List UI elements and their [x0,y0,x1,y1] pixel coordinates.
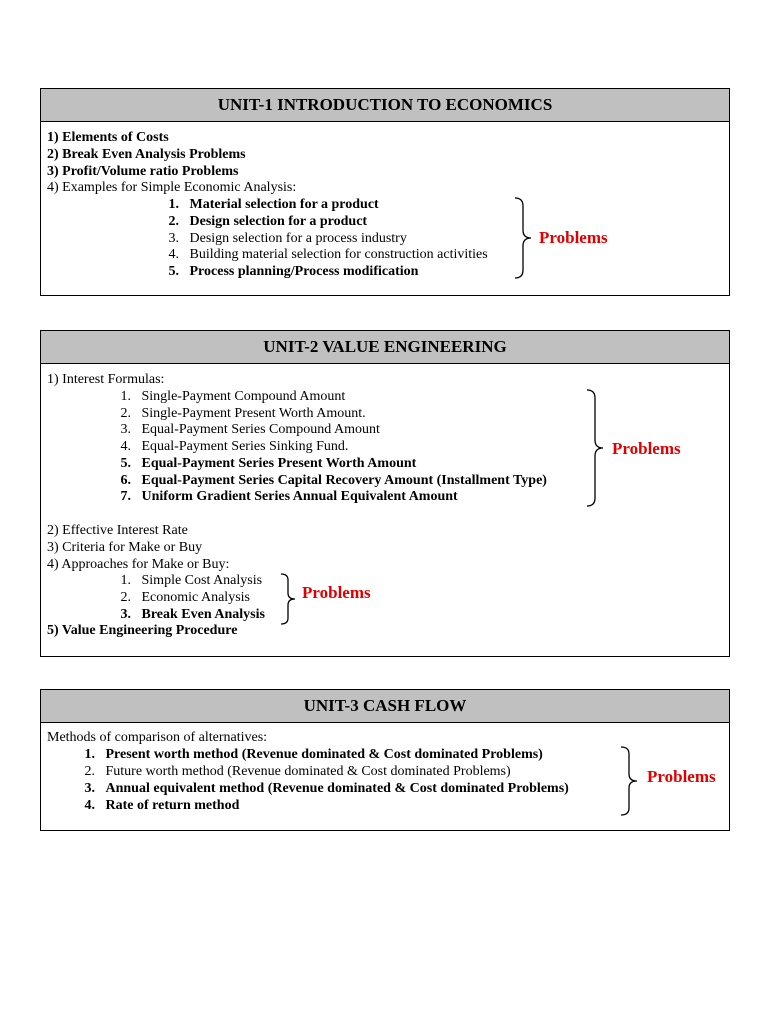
list-number: 3. [84,781,95,796]
unit-2-item: 3) Criteria for Make or Buy [47,540,203,555]
list-text: Single-Payment Compound Amount [141,389,346,404]
list-text: Present worth method (Revenue dominated & Cost dominated Problems) [105,747,543,762]
list-text: Rate of return method [105,798,240,813]
list-number: 2. [84,764,95,779]
list-text: Equal-Payment Series Capital Recovery Amount (Installment Type) [141,473,547,488]
unit-1-sub-item [165,231,407,247]
list-number: 1. [120,573,131,588]
list-number: 4. [120,439,131,454]
list-text: Single-Payment Present Worth Amount. [141,406,366,421]
list-text-suffix: (Revenue dominated & Cost dominated Problems) [227,764,511,779]
list-number: 1. [120,389,131,404]
unit-1-sub-item [165,264,418,280]
list-number: 2. [120,406,131,421]
unit-3-intro: Methods of comparison of alternatives: [47,730,268,745]
list-text: Uniform Gradient Series Annual Equivalent Amount [141,489,458,504]
unit-2-item: 4) Approaches for Make or Buy: [47,557,230,572]
list-number: 3. [120,422,131,437]
unit-2-formula [117,439,348,455]
unit-3-box [40,689,730,831]
curly-brace-icon [619,745,639,817]
unit-2-approach [117,607,265,623]
curly-brace-icon [513,196,533,280]
unit-2-formula [117,473,547,489]
curly-brace-icon [585,388,605,508]
unit-2-formula [117,422,380,438]
unit-3-method [81,764,511,780]
list-number: 7. [120,489,131,504]
unit-2-formula [117,489,458,505]
list-number: 4. [84,798,95,813]
unit-1-sub-item [165,247,488,263]
unit-2-box [40,330,730,657]
list-number: 3. [120,607,131,622]
unit-2-last-item: 5) Value Engineering Procedure [47,623,238,638]
unit-1-item: 3) Profit/Volume ratio Problems [47,164,239,179]
list-number: 1. [168,197,179,212]
unit-1-item: 2) Break Even Analysis Problems [47,147,246,162]
unit-1-sub-item [165,214,367,230]
problems-label: Problems [647,767,716,786]
problems-label: Problems [539,228,608,247]
unit-2-formula [117,456,416,472]
list-number: 5. [120,456,131,471]
list-text: Process planning/Process modification [189,264,419,279]
unit-1-sub-item [165,197,379,213]
list-text: Future worth method [105,764,224,779]
problems-label: Problems [612,439,681,458]
list-number: 2. [168,214,179,229]
list-text: Design selection for a product [189,214,368,229]
list-text: Annual equivalent method (Revenue dominated & Cost dominated Problems) [105,781,569,796]
unit-3-method [81,798,239,814]
unit-2-approach [117,573,262,589]
list-text: Simple Cost Analysis [141,573,263,588]
list-text: Equal-Payment Series Present Worth Amount [141,456,417,471]
list-number: 5. [168,264,179,279]
unit-1-item: 4) Examples for Simple Economic Analysis: [47,180,297,195]
unit-1-box [40,88,730,296]
unit-2-item: 2) Effective Interest Rate [47,523,188,538]
list-number: 1. [84,747,95,762]
curly-brace-icon [279,572,297,626]
problems-label: Problems [302,583,371,602]
list-text: Material selection for a product [189,197,379,212]
list-number: 2. [120,590,131,605]
unit-3-method [81,781,569,797]
unit-2-title: UNIT-2 VALUE ENGINEERING [41,331,729,364]
unit-2-formula [117,406,366,422]
unit-2-approach [117,590,250,606]
list-text: Design selection for a process industry [189,231,407,246]
unit-2-intro: 1) Interest Formulas: [47,372,165,387]
list-number: 4. [168,247,179,262]
unit-1-title: UNIT-1 INTRODUCTION TO ECONOMICS [41,89,729,122]
unit-3-method [81,747,543,763]
list-text: Equal-Payment Series Compound Amount [141,422,380,437]
list-text: Building material selection for construction activities [189,247,488,262]
unit-3-title: UNIT-3 CASH FLOW [41,690,729,723]
list-text: Equal-Payment Series Sinking Fund. [141,439,349,454]
list-number: 3. [168,231,179,246]
list-text: Break Even Analysis [141,607,265,622]
unit-1-item: 1) Elements of Costs [47,130,169,145]
list-text: Economic Analysis [141,590,250,605]
list-number: 6. [120,473,131,488]
unit-2-formula [117,389,345,405]
